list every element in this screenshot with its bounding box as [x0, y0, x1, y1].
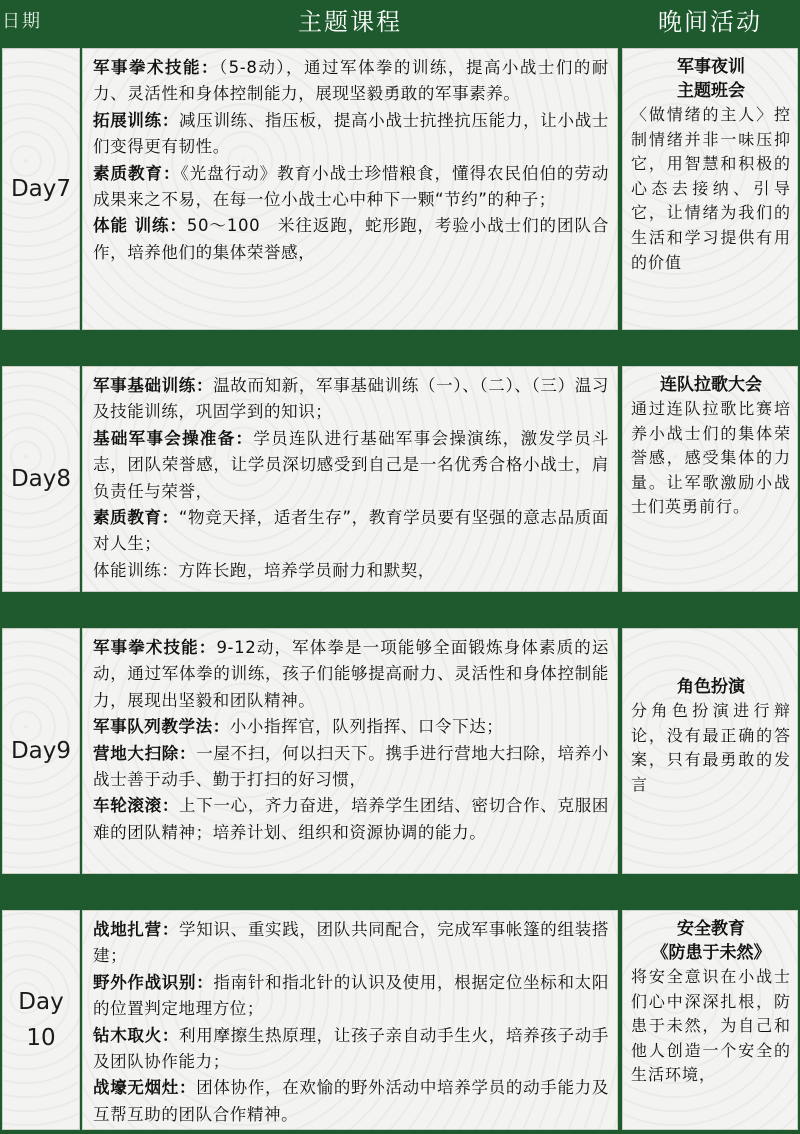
evening-cell: [622, 628, 798, 874]
course-item-title: 基础军事会操准备：: [93, 428, 254, 448]
course-item-text: 减压训练、指压板，提高小战士抗挫抗压能力，让小战士们变得更有韧性。: [93, 110, 610, 157]
course-item-text: 学知识、重实践，团队共同配合，完成军事帐篷的组装搭建；: [93, 920, 610, 966]
course-item-title: 拓展训练：: [93, 110, 180, 130]
day-label: Day8: [10, 466, 72, 492]
course-item-title: 战地扎营：: [93, 920, 180, 939]
course-item: [93, 635, 609, 714]
course-item-title: 军事拳术技能：: [93, 638, 217, 657]
course-item-text: 一屋不扫，何以扫天下。携手进行营地大扫除，培养小战士善于动手、勤于打扫的好习惯，: [93, 743, 609, 790]
course-item: [93, 505, 609, 558]
day-cell: [2, 48, 80, 330]
header-course: 主题课程: [298, 8, 402, 36]
day-cell: [2, 366, 80, 592]
course-item: [93, 558, 609, 584]
evening-title: 角色扮演: [677, 677, 745, 697]
evening-subtitle: 主题班会: [677, 81, 745, 101]
evening-title: 连队拉歌大会: [660, 375, 762, 395]
course-item-text: （5-8动），通过军体拳的训练，提高小战士们的耐力、灵活性和身体控制能力，展现坚毅勇敢的军事素养。: [93, 58, 609, 104]
course-item-title: 素质教育：: [93, 508, 179, 528]
course-item: [93, 426, 609, 505]
evening-text: 〈做情绪的主人〉控制情绪并非一味压抑它，用智慧和积极的心态去接纳、引导它，让情绪为我们的生活和学习提供有用的价值: [631, 105, 791, 272]
evening-cell: [622, 48, 798, 330]
evening-title: 军事夜训: [677, 57, 745, 77]
evening-cell: [622, 366, 798, 592]
table-header: [0, 0, 800, 44]
course-item: [93, 1023, 609, 1076]
course-item: [93, 161, 609, 214]
course-item-text: 体能训练：方阵长跑，培养学员耐力和默契，: [93, 560, 435, 580]
course-item: [93, 741, 609, 794]
course-item: [93, 714, 609, 740]
day-label: Day9: [10, 738, 72, 764]
course-item-title: 军事队列教学法：: [93, 717, 230, 737]
course-item-text: 学员连队进行基础军事会操演练，激发学员斗志，团队荣誉感，让学员深切感受到自己是一名优秀合格小战士，肩负责任与荣誉，: [93, 428, 609, 501]
course-item-title: 车轮滚滚：: [93, 796, 180, 816]
day-row: [0, 628, 800, 874]
course-item-text: 指南针和指北针的认识及使用，根据定位坐标和太阳的位置判定地理方位；: [93, 972, 609, 1019]
course-item-text: 9-12动，军体拳是一项能够全面锻炼身体素质的运动，通过军体拳的训练，孩子们能够提高耐力、灵活性和身体控制能力，展现出坚毅和团队精神。: [93, 638, 609, 710]
course-cell: [82, 48, 618, 330]
course-item-title: 野外作战识别：: [93, 972, 214, 992]
evening-text: 将安全意识在小战士们心中深深扎根，防患于未然，为自己和他人创造一个安全的生活环境，: [631, 967, 791, 1085]
evening-text: 通过连队拉歌比赛培养小战士们的集体荣誉感，感受集体的力量。让军歌激励小战士们英勇前行。: [631, 399, 791, 517]
evening-title: 安全教育: [677, 919, 745, 939]
course-item-text: 上下一心，齐力奋进，培养学生团结、密切合作、克服困难的团队精神；培养计划、组织和资源协调的能力。: [93, 796, 610, 842]
course-item: [93, 213, 609, 266]
course-item-text: 50～100 米往返跑，蛇形跑，考验小战士们的团队合作，培养他们的集体荣誉感，: [93, 216, 609, 262]
course-item: [93, 55, 609, 108]
course-item-title: 钻木取火：: [93, 1025, 180, 1045]
day-cell: [2, 628, 80, 874]
course-item-title: 军事拳术技能：: [93, 58, 219, 77]
course-item-text: “物竞天择，适者生存”，教育学员要有坚强的意志品质面对人生；: [93, 508, 610, 554]
evening-cell: [622, 910, 798, 1130]
day-row: [0, 910, 800, 1130]
course-item-title: 战壕无烟灶：: [93, 1078, 197, 1098]
day-label: Day 10: [18, 989, 64, 1051]
header-evening: 晚间活动: [658, 8, 762, 36]
course-item: [93, 373, 609, 426]
course-item: [93, 1075, 609, 1128]
course-cell: [82, 628, 618, 874]
day-label: Day7: [10, 176, 72, 202]
course-item-title: 素质教育：: [93, 163, 181, 183]
course-item-text: 《光盘行动》教育小战士珍惜粮食，懂得农民伯伯的劳动成果来之不易，在每一位小战士心中种下一颗“节约”的种子；: [93, 163, 610, 210]
header-date: 日期: [2, 11, 42, 32]
day-row: [0, 366, 800, 592]
evening-text: 分角色扮演进行辩论，没有最正确的答案，只有最勇敢的发言: [631, 701, 791, 794]
course-item-text: 利用摩擦生热原理，让孩子亲自动手生火，培养孩子动手及团队协作能力；: [93, 1025, 610, 1072]
course-item-title: 军事基础训练：: [93, 376, 214, 395]
course-item: [93, 970, 609, 1023]
course-item-text: 团体协作，在欢愉的野外活动中培养学员的动手能力及互帮互助的团队合作精神。: [93, 1078, 609, 1124]
evening-subtitle: 《防患于未然》: [651, 943, 771, 963]
course-item: [93, 108, 609, 161]
course-item-title: 体能 训练：: [93, 216, 187, 236]
course-item: [93, 793, 609, 846]
course-item: [93, 917, 609, 970]
course-cell: [82, 910, 618, 1130]
course-cell: [82, 366, 618, 592]
course-item-text: 温故而知新，军事基础训练（一）、（二）、（三）温习及技能训练，巩固学到的知识；: [93, 376, 610, 422]
course-item-text: 小小指挥官，队列指挥、口令下达；: [229, 717, 504, 737]
day-cell: [2, 910, 80, 1130]
course-item-title: 营地大扫除：: [93, 743, 197, 763]
day-row: [0, 48, 800, 330]
